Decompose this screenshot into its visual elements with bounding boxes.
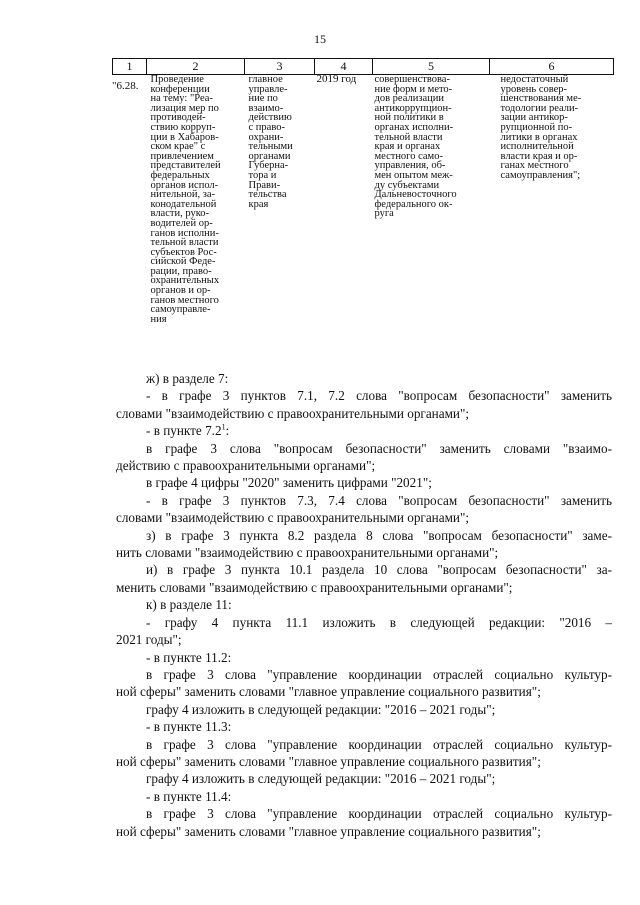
paragraph: и) в графе 3 пункта 10.1 раздела 10 слова "вопросам безопасности" за- <box>146 562 612 578</box>
paragraph: менить словами "взаимодействию с правоохранительными органами"; <box>116 579 513 595</box>
superscript: 1 <box>221 422 226 432</box>
paragraph: в графе 3 слова "управление координации отраслей социально культур- <box>146 736 612 752</box>
column-header: 4 <box>315 59 373 75</box>
paragraph: словами "взаимодействию с правоохранительными органами"; <box>116 510 470 526</box>
amendments-text <box>116 370 612 840</box>
paragraph: графу 4 изложить в следующей редакции: "2016 – 2021 годы"; <box>146 701 496 717</box>
table-header-row <box>113 59 614 75</box>
paragraph: действию с правоохранительными органами"; <box>116 458 376 474</box>
cell-year: 2019 год <box>316 73 357 85</box>
paragraph: в графе 3 слова "управление координации отраслей социально культур- <box>146 806 612 822</box>
paragraph: нить словами "взаимодействию с правоохранительными органами"; <box>116 545 499 561</box>
paragraph: в графе 3 слова "вопросам безопасности" заменить словами "взаимо- <box>146 440 612 456</box>
page-number: 15 <box>314 32 326 46</box>
paragraph: ж) в разделе 7: <box>146 371 229 386</box>
column-header: 1 <box>113 59 147 75</box>
paragraph: графу 4 изложить в следующей редакции: "2016 – 2021 годы"; <box>146 771 496 787</box>
paragraph: 2021 годы"; <box>116 632 182 648</box>
paragraph: в графе 3 слова "управление координации отраслей социально культур- <box>146 666 612 682</box>
cell-executor: главное управле- ние по взаимо- действию с право- охрани- тельными органами Губерна- тора и Прави- тельства края <box>248 74 293 210</box>
amendment-table <box>112 58 614 324</box>
paragraph: - графу 4 пункта 11.1 изложить в следующей редакции: "2016 – <box>146 614 612 630</box>
paragraph: словами "взаимодействию с правоохранительными органами"; <box>116 405 470 421</box>
paragraph: - в пункте $7.2^1$: <box>146 422 230 439</box>
paragraph: ной сферы" заменить словами "главное управление социального развития"; <box>116 753 541 769</box>
paragraph: з) в графе 3 пункта 8.2 раздела 8 слова "вопросам безопасности" заме- <box>146 527 612 543</box>
paragraph: - в пункте 11.4: <box>146 788 232 804</box>
column-header: 2 <box>147 59 245 75</box>
paragraph: - в графе 3 пунктов 7.1, 7.2 слова "вопросам безопасности" заменить <box>146 388 612 404</box>
cell-goal: недостаточный уровень совер- шенствования ме- тодологии реали- зации антикор- рупционной по- литики в органах исполнительной власти края и ор- ганах местного самоуправления"; <box>500 74 582 181</box>
paragraph: - в пункте 11.3: <box>146 719 232 735</box>
table-row <box>113 75 614 325</box>
paragraph: в графе 4 цифры "2020" заменить цифрами "2021"; <box>146 475 432 491</box>
cell-event: Проведение конференции на тему: "Реа- лизация мер по противодей- ствию корруп- ции в Хабаров- ском крае" с привлечением представителей федеральных органов испол- нительной, за- конодательной власти, руко- водителей ор- ганов исполни- тельной власти субъектов Рос- сийской Феде- рации, право- охранительных органов и ор- ганов местного самоуправле- ния <box>150 74 221 325</box>
column-header: 3 <box>245 59 315 75</box>
row-number: "6.28. <box>112 80 139 92</box>
paragraph: к) в разделе 11: <box>146 597 232 613</box>
paragraph: ной сферы" заменить словами "главное управление социального развития"; <box>116 684 541 700</box>
cell-result: совершенствова- ние форм и мето- дов реализации антикоррупцион- ной политики в органах исполни- тельной власти края и органах местного само- управления, об- мен опытом меж- ду субъектами Дальневосточного федерального ок- руга <box>374 74 457 220</box>
paragraph: - в пункте 11.2: <box>146 649 232 665</box>
paragraph: ной сферы" заменить словами "главное управление социального развития"; <box>116 823 541 839</box>
column-header: 6 <box>490 59 614 75</box>
paragraph: - в графе 3 пунктов 7.3, 7.4 слова "вопросам безопасности" заменить <box>146 492 612 508</box>
column-header: 5 <box>373 59 490 75</box>
